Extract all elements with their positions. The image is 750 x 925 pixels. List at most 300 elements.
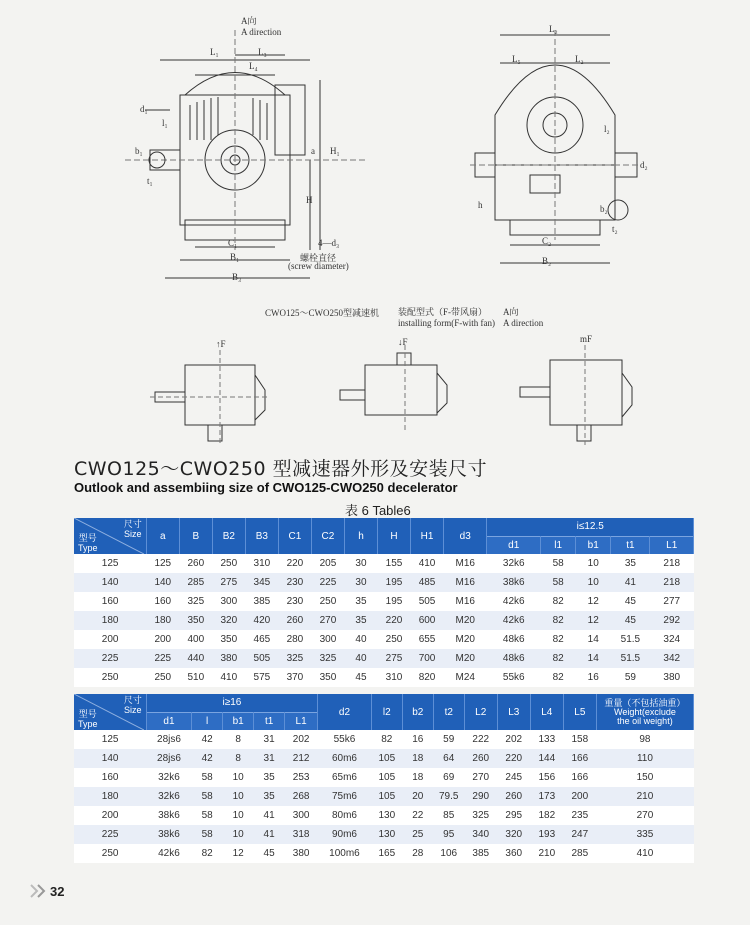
value-cell: 82 xyxy=(192,844,223,863)
value-cell: M20 xyxy=(444,611,487,630)
table-row xyxy=(74,825,694,844)
dim-a: a xyxy=(311,146,315,156)
value-cell: 82 xyxy=(541,630,576,649)
type-cell: 140 xyxy=(74,749,146,768)
table2-type-en: Type xyxy=(78,719,98,729)
install-form-down xyxy=(335,345,455,430)
value-cell: 48k6 xyxy=(487,649,541,668)
value-cell: 290 xyxy=(464,787,497,806)
table1-col-d3: d3 xyxy=(444,518,487,554)
value-cell: 82 xyxy=(541,592,576,611)
value-cell: 270 xyxy=(464,768,497,787)
type-cell: 125 xyxy=(74,554,146,573)
value-cell: 268 xyxy=(285,787,318,806)
value-cell: 58 xyxy=(192,806,223,825)
value-cell: 325 xyxy=(179,592,212,611)
table1-col-h1: H1 xyxy=(411,518,444,554)
value-cell: 85 xyxy=(433,806,464,825)
type-cell: 140 xyxy=(74,573,146,592)
type-cell: 180 xyxy=(74,611,146,630)
table1-col-l1-len: L1 xyxy=(650,536,694,554)
value-cell: 325 xyxy=(464,806,497,825)
table2-col-t1: t1 xyxy=(254,712,285,730)
value-cell: 320 xyxy=(497,825,530,844)
install-form-up xyxy=(150,345,270,445)
value-cell: 440 xyxy=(179,649,212,668)
table2-col-d2: d2 xyxy=(318,694,372,730)
value-cell: 345 xyxy=(245,573,278,592)
table2-col-weight xyxy=(596,694,693,730)
table2-col-l4: L4 xyxy=(530,694,563,730)
value-cell: 218 xyxy=(650,554,694,573)
value-cell: 350 xyxy=(212,630,245,649)
value-cell: 28js6 xyxy=(146,730,191,749)
value-cell: 30 xyxy=(344,554,377,573)
install-label-1: ↑F xyxy=(216,339,226,349)
value-cell: 156 xyxy=(530,768,563,787)
value-cell: 150 xyxy=(596,768,693,787)
value-cell: 25 xyxy=(402,825,433,844)
value-cell: 700 xyxy=(411,649,444,668)
value-cell: 45 xyxy=(611,611,650,630)
value-cell: 58 xyxy=(192,768,223,787)
value-cell: 385 xyxy=(464,844,497,863)
table2-corner-header xyxy=(74,694,146,730)
value-cell: 20 xyxy=(402,787,433,806)
type-cell: 160 xyxy=(74,592,146,611)
a-direction-label-zh: A向 xyxy=(241,16,257,26)
type-cell: 125 xyxy=(74,730,146,749)
dimension-table-1 xyxy=(74,518,694,687)
table-row xyxy=(74,806,694,825)
value-cell: 300 xyxy=(212,592,245,611)
value-cell: 160 xyxy=(146,592,179,611)
value-cell: 42k6 xyxy=(146,844,191,863)
value-cell: 380 xyxy=(285,844,318,863)
value-cell: 342 xyxy=(650,649,694,668)
value-cell: 42k6 xyxy=(487,592,541,611)
value-cell: 45 xyxy=(254,844,285,863)
table-row xyxy=(74,611,694,630)
value-cell: 45 xyxy=(611,592,650,611)
table-row xyxy=(74,668,694,687)
value-cell: 250 xyxy=(377,630,410,649)
value-cell: 28 xyxy=(402,844,433,863)
value-cell: 35 xyxy=(254,768,285,787)
value-cell: 28js6 xyxy=(146,749,191,768)
table-row xyxy=(74,573,694,592)
drawing-caption-install-en: installing form(F-with fan) xyxy=(398,318,495,328)
value-cell: 250 xyxy=(146,668,179,687)
table2-col-b1: b1 xyxy=(223,712,254,730)
value-cell: 220 xyxy=(497,749,530,768)
table1-size-en: Size xyxy=(124,529,142,539)
value-cell: 59 xyxy=(433,730,464,749)
value-cell: 200 xyxy=(146,630,179,649)
table1-col-a: a xyxy=(146,518,179,554)
value-cell: 98 xyxy=(596,730,693,749)
value-cell: 95 xyxy=(433,825,464,844)
value-cell: 230 xyxy=(278,573,311,592)
value-cell: 324 xyxy=(650,630,694,649)
value-cell: 80m6 xyxy=(318,806,372,825)
dim-l2-top: L₂ xyxy=(549,24,558,34)
table-row xyxy=(74,768,694,787)
value-cell: 380 xyxy=(650,668,694,687)
dim-l1: L₁ xyxy=(210,47,219,57)
table-row xyxy=(74,730,694,749)
table1-col-c1: C1 xyxy=(278,518,311,554)
type-cell: 200 xyxy=(74,630,146,649)
value-cell: 42k6 xyxy=(487,611,541,630)
table1-col-t1: t1 xyxy=(611,536,650,554)
value-cell: 325 xyxy=(311,649,344,668)
value-cell: 30 xyxy=(344,573,377,592)
table2-size-en: Size xyxy=(124,705,142,715)
drawing-caption-a-zh: A向 xyxy=(503,307,519,317)
dim-h-side: h xyxy=(478,200,483,210)
value-cell: 16 xyxy=(576,668,611,687)
value-cell: 310 xyxy=(245,554,278,573)
value-cell: 40 xyxy=(344,630,377,649)
value-cell: 41 xyxy=(611,573,650,592)
table1-type-zh: 型号 xyxy=(78,533,97,543)
table-row xyxy=(74,749,694,768)
value-cell: 202 xyxy=(497,730,530,749)
value-cell: 10 xyxy=(223,787,254,806)
install-label-2: ↓F xyxy=(398,337,408,347)
value-cell: 410 xyxy=(212,668,245,687)
value-cell: 8 xyxy=(223,749,254,768)
value-cell: 58 xyxy=(192,787,223,806)
type-cell: 225 xyxy=(74,649,146,668)
value-cell: 45 xyxy=(344,668,377,687)
value-cell: 218 xyxy=(650,573,694,592)
value-cell: 82 xyxy=(541,611,576,630)
value-cell: 18 xyxy=(402,768,433,787)
value-cell: 10 xyxy=(223,825,254,844)
dim-l2-mid: L₂ xyxy=(575,54,584,64)
table2-col-d1: d1 xyxy=(146,712,191,730)
value-cell: 380 xyxy=(212,649,245,668)
table-row xyxy=(74,844,694,863)
dim-b2-key: b₂ xyxy=(600,204,608,214)
value-cell: 48k6 xyxy=(487,630,541,649)
table1-group-header: i≤12.5 xyxy=(487,518,694,536)
value-cell: 820 xyxy=(411,668,444,687)
value-cell: 600 xyxy=(411,611,444,630)
dim-t1: t₁ xyxy=(147,176,153,186)
value-cell: 260 xyxy=(278,611,311,630)
value-cell: 230 xyxy=(278,592,311,611)
dim-b3: B₃ xyxy=(232,272,242,282)
table1-col-d1: d1 xyxy=(487,536,541,554)
dim-c1: C₁ xyxy=(228,238,238,248)
value-cell: 253 xyxy=(285,768,318,787)
weight-label-en2: the oil weight) xyxy=(617,715,673,726)
value-cell: 385 xyxy=(245,592,278,611)
screw-label-en: (screw diameter) xyxy=(288,261,349,271)
value-cell: 166 xyxy=(563,768,596,787)
value-cell: 69 xyxy=(433,768,464,787)
value-cell: 12 xyxy=(576,592,611,611)
weight-label-zh: 重量（不包括油重） xyxy=(604,697,686,708)
value-cell: 235 xyxy=(563,806,596,825)
value-cell: 32k6 xyxy=(487,554,541,573)
value-cell: 575 xyxy=(245,668,278,687)
value-cell: 318 xyxy=(285,825,318,844)
value-cell: 410 xyxy=(411,554,444,573)
value-cell: M20 xyxy=(444,630,487,649)
value-cell: 180 xyxy=(146,611,179,630)
value-cell: 35 xyxy=(611,554,650,573)
dim-t2: t₂ xyxy=(612,224,618,234)
value-cell: 51.5 xyxy=(611,630,650,649)
dim-l5: L₅ xyxy=(512,54,521,64)
page-title-en: Outlook and assembiing size of CWO125-CWO250 decelerator xyxy=(74,480,458,495)
value-cell: 510 xyxy=(179,668,212,687)
value-cell: 485 xyxy=(411,573,444,592)
value-cell: 140 xyxy=(146,573,179,592)
table2-col-t2: t2 xyxy=(433,694,464,730)
value-cell: 42 xyxy=(192,730,223,749)
value-cell: M20 xyxy=(444,649,487,668)
dim-d2: d₂ xyxy=(640,160,648,170)
table1-col-l1: l1 xyxy=(541,536,576,554)
value-cell: M16 xyxy=(444,592,487,611)
value-cell: 193 xyxy=(530,825,563,844)
value-cell: 335 xyxy=(596,825,693,844)
type-cell: 200 xyxy=(74,806,146,825)
value-cell: 60m6 xyxy=(318,749,372,768)
value-cell: 130 xyxy=(371,806,402,825)
table1-type-en: Type xyxy=(78,543,98,553)
value-cell: 420 xyxy=(245,611,278,630)
value-cell: 90m6 xyxy=(318,825,372,844)
drawing-caption-model: CWO125～CWO250型减速机 xyxy=(265,308,379,318)
value-cell: 155 xyxy=(377,554,410,573)
value-cell: 158 xyxy=(563,730,596,749)
install-form-mid xyxy=(515,345,640,445)
table2-col-l2: l2 xyxy=(371,694,402,730)
value-cell: M16 xyxy=(444,554,487,573)
value-cell: 285 xyxy=(563,844,596,863)
value-cell: 35 xyxy=(254,787,285,806)
table1-col-h: h xyxy=(344,518,377,554)
dim-l1-lower: l₁ xyxy=(162,118,168,128)
value-cell: 202 xyxy=(285,730,318,749)
value-cell: 410 xyxy=(596,844,693,863)
value-cell: 245 xyxy=(497,768,530,787)
dim-c2: C₂ xyxy=(542,236,552,246)
value-cell: 195 xyxy=(377,573,410,592)
table2-col-l3: L3 xyxy=(497,694,530,730)
value-cell: 195 xyxy=(377,592,410,611)
table1-col-c2: C2 xyxy=(311,518,344,554)
value-cell: 210 xyxy=(596,787,693,806)
table2-col-l2-len: L2 xyxy=(464,694,497,730)
table-row xyxy=(74,592,694,611)
value-cell: 130 xyxy=(371,825,402,844)
type-cell: 250 xyxy=(74,844,146,863)
screw-label-zh: 螺栓直径 xyxy=(300,253,337,263)
value-cell: 165 xyxy=(371,844,402,863)
table1-col-b: B xyxy=(179,518,212,554)
page-number: 32 xyxy=(50,884,65,899)
value-cell: 166 xyxy=(563,749,596,768)
value-cell: 82 xyxy=(371,730,402,749)
value-cell: 260 xyxy=(179,554,212,573)
value-cell: 182 xyxy=(530,806,563,825)
value-cell: 275 xyxy=(212,573,245,592)
value-cell: 42 xyxy=(192,749,223,768)
value-cell: 220 xyxy=(278,554,311,573)
value-cell: 38k6 xyxy=(146,825,191,844)
value-cell: 10 xyxy=(576,554,611,573)
value-cell: 79.5 xyxy=(433,787,464,806)
value-cell: 505 xyxy=(245,649,278,668)
weight-label-en1: Weight(exclude xyxy=(613,706,676,717)
value-cell: 59 xyxy=(611,668,650,687)
value-cell: 270 xyxy=(596,806,693,825)
type-cell: 160 xyxy=(74,768,146,787)
value-cell: 106 xyxy=(433,844,464,863)
dim-b2-base: B₂ xyxy=(542,256,552,266)
value-cell: M16 xyxy=(444,573,487,592)
value-cell: 41 xyxy=(254,825,285,844)
value-cell: 295 xyxy=(497,806,530,825)
table1-col-b3: B3 xyxy=(245,518,278,554)
dim-l4: L₄ xyxy=(249,61,258,71)
value-cell: 277 xyxy=(650,592,694,611)
drawing-caption-install-zh: 装配型式（F-带风扇） xyxy=(398,307,488,317)
value-cell: 55k6 xyxy=(487,668,541,687)
value-cell: 222 xyxy=(464,730,497,749)
value-cell: 205 xyxy=(311,554,344,573)
value-cell: 10 xyxy=(576,573,611,592)
value-cell: 82 xyxy=(541,649,576,668)
value-cell: 32k6 xyxy=(146,787,191,806)
table-row xyxy=(74,630,694,649)
table-row xyxy=(74,787,694,806)
value-cell: 210 xyxy=(530,844,563,863)
value-cell: 105 xyxy=(371,787,402,806)
type-cell: 250 xyxy=(74,668,146,687)
value-cell: 275 xyxy=(377,649,410,668)
type-cell: 225 xyxy=(74,825,146,844)
value-cell: 58 xyxy=(192,825,223,844)
value-cell: 38k6 xyxy=(146,806,191,825)
dim-d1: d₁ xyxy=(140,104,148,114)
value-cell: 22 xyxy=(402,806,433,825)
value-cell: 12 xyxy=(576,611,611,630)
value-cell: 400 xyxy=(179,630,212,649)
dim-b1-base: B₁ xyxy=(230,252,240,262)
value-cell: 225 xyxy=(146,649,179,668)
value-cell: 505 xyxy=(411,592,444,611)
value-cell: 40 xyxy=(344,649,377,668)
value-cell: 300 xyxy=(285,806,318,825)
dim-b1: b₁ xyxy=(135,146,143,156)
value-cell: 212 xyxy=(285,749,318,768)
dim-l3: L₃ xyxy=(258,47,267,57)
install-label-3: mF xyxy=(580,334,593,344)
value-cell: 18 xyxy=(402,749,433,768)
value-cell: 105 xyxy=(371,749,402,768)
table1-corner-header xyxy=(74,518,146,554)
value-cell: 655 xyxy=(411,630,444,649)
table2-col-l5: L5 xyxy=(563,694,596,730)
value-cell: 58 xyxy=(541,554,576,573)
value-cell: 105 xyxy=(371,768,402,787)
value-cell: 14 xyxy=(576,630,611,649)
value-cell: 8 xyxy=(223,730,254,749)
table2-type-zh: 型号 xyxy=(78,709,97,719)
bolt-label: 4—d₃ xyxy=(318,238,340,248)
table1-col-b1: b1 xyxy=(576,536,611,554)
value-cell: 32k6 xyxy=(146,768,191,787)
value-cell: 55k6 xyxy=(318,730,372,749)
value-cell: 10 xyxy=(223,768,254,787)
dim-h: H xyxy=(306,195,313,205)
value-cell: 300 xyxy=(311,630,344,649)
value-cell: 360 xyxy=(497,844,530,863)
dimension-table-2 xyxy=(74,694,694,863)
value-cell: 100m6 xyxy=(318,844,372,863)
table1-col-b2: B2 xyxy=(212,518,245,554)
value-cell: 64 xyxy=(433,749,464,768)
value-cell: 200 xyxy=(563,787,596,806)
chevron-right-icon xyxy=(30,883,48,904)
value-cell: 280 xyxy=(278,630,311,649)
value-cell: 247 xyxy=(563,825,596,844)
value-cell: 31 xyxy=(254,749,285,768)
table2-col-b2: b2 xyxy=(402,694,433,730)
table-row xyxy=(74,554,694,573)
table1-col-hh: H xyxy=(377,518,410,554)
value-cell: 110 xyxy=(596,749,693,768)
table2-group-header: i≥16 xyxy=(146,694,317,712)
dim-l2-shaft: l₂ xyxy=(604,124,610,134)
dim-h1: H₁ xyxy=(330,146,340,156)
value-cell: 350 xyxy=(179,611,212,630)
value-cell: 173 xyxy=(530,787,563,806)
table2-col-l: l xyxy=(192,712,223,730)
value-cell: 320 xyxy=(212,611,245,630)
value-cell: 31 xyxy=(254,730,285,749)
value-cell: 325 xyxy=(278,649,311,668)
value-cell: 51.5 xyxy=(611,649,650,668)
value-cell: 260 xyxy=(464,749,497,768)
table1-size-zh: 尺寸 xyxy=(123,519,142,529)
value-cell: 41 xyxy=(254,806,285,825)
value-cell: 58 xyxy=(541,573,576,592)
value-cell: 465 xyxy=(245,630,278,649)
value-cell: 250 xyxy=(212,554,245,573)
value-cell: 35 xyxy=(344,611,377,630)
value-cell: 220 xyxy=(377,611,410,630)
table-caption: 表 6 Table6 xyxy=(345,503,411,518)
value-cell: 133 xyxy=(530,730,563,749)
value-cell: M24 xyxy=(444,668,487,687)
value-cell: 125 xyxy=(146,554,179,573)
value-cell: 260 xyxy=(497,787,530,806)
type-cell: 180 xyxy=(74,787,146,806)
value-cell: 310 xyxy=(377,668,410,687)
value-cell: 82 xyxy=(541,668,576,687)
value-cell: 292 xyxy=(650,611,694,630)
table2-size-zh: 尺寸 xyxy=(123,695,142,705)
